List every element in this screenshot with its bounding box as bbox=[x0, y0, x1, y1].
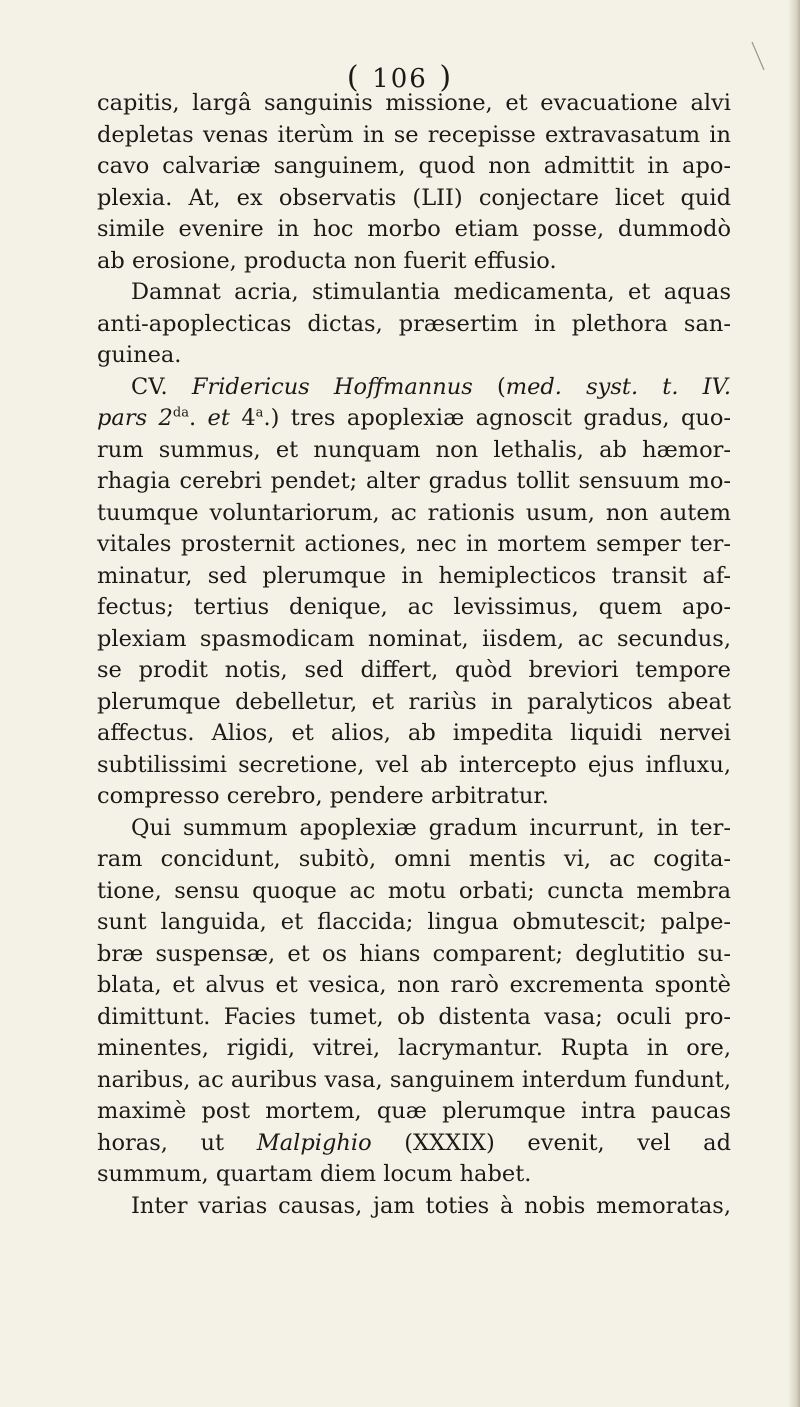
text-run: cavo calvariæ sanguinem, quod non admittit in apo- bbox=[97, 153, 731, 179]
text-run: med. syst. t. IV. bbox=[505, 373, 731, 400]
text-line bbox=[97, 624, 731, 656]
text-line bbox=[97, 1096, 731, 1128]
text-line bbox=[97, 687, 731, 719]
text-line bbox=[97, 498, 731, 530]
text-run: depletas venas iterùm in se recepisse extravasatum in bbox=[97, 121, 731, 148]
text-line bbox=[97, 1065, 731, 1097]
text-run: dimittunt. Facies tumet, ob distenta vasa; oculi pro- bbox=[97, 1003, 731, 1030]
text-run: tione, sensu quoque ac motu orbati; cuncta membra bbox=[97, 877, 731, 904]
text-run: summum, quartam diem locum habet. bbox=[97, 1161, 532, 1187]
text-run: CV. bbox=[131, 373, 192, 400]
text-run: . bbox=[188, 405, 208, 431]
text-run: fectus; tertius denique, ac levissimus, quem apo- bbox=[97, 594, 731, 620]
text-run: ram concidunt, subitò, omni mentis vi, ac cogita- bbox=[97, 846, 731, 872]
text-run: guinea. bbox=[97, 342, 182, 368]
text-line bbox=[97, 750, 731, 782]
text-run: Malpighio bbox=[256, 1129, 372, 1156]
text-run: plerumque debelletur, et rariùs in paralyticos abeat bbox=[97, 688, 731, 715]
text-line bbox=[97, 655, 731, 687]
text-run: maximè post mortem, quæ plerumque intra paucas bbox=[97, 1098, 731, 1124]
text-run: 4 bbox=[229, 405, 256, 431]
text-run: capitis, largâ sanguinis missione, et evacuatione alvi bbox=[97, 90, 731, 116]
text-run: ab erosione, producta non fuerit effusio. bbox=[97, 247, 557, 274]
text-run: compresso cerebro, pendere arbitratur. bbox=[97, 783, 549, 809]
text-line bbox=[97, 529, 731, 561]
text-run: et bbox=[207, 405, 230, 431]
body-text bbox=[97, 88, 731, 1222]
text-run: .) tres apoplexiæ agnoscit gradus, quo- bbox=[263, 405, 731, 431]
text-line bbox=[97, 403, 731, 435]
text-line bbox=[97, 718, 731, 750]
page-number-value: 106 bbox=[372, 64, 428, 94]
text-run: plexia. At, ex observatis (LII) conjectare licet quid bbox=[97, 184, 731, 211]
text-run: Qui summum apoplexiæ gradum incurrunt, in ter- bbox=[131, 814, 731, 841]
text-run: se prodit notis, sed differt, quòd breviori tempore bbox=[97, 657, 731, 683]
text-run: horas, ut bbox=[97, 1129, 257, 1156]
text-line bbox=[97, 340, 731, 372]
text-line bbox=[97, 781, 731, 813]
text-run: naribus, ac auribus vasa, sanguinem interdum fundunt, bbox=[97, 1066, 731, 1093]
text-line bbox=[97, 435, 731, 467]
text-run: minatur, sed plerumque in hemiplecticos transit af- bbox=[97, 562, 731, 589]
text-run: vitales prosternit actiones, nec in mortem semper ter- bbox=[97, 531, 731, 557]
text-line bbox=[97, 183, 731, 215]
text-line bbox=[97, 970, 731, 1002]
text-run: anti-apoplecticas dictas, præsertim in plethora san- bbox=[97, 310, 731, 337]
text-line bbox=[97, 214, 731, 246]
text-run: bræ suspensæ, et os hians comparent; deglutitio su- bbox=[97, 940, 731, 967]
text-run: Fridericus Hoffmannus bbox=[191, 373, 473, 400]
text-run: minentes, rigidi, vitrei, lacrymantur. Rupta in ore, bbox=[97, 1035, 731, 1061]
text-run: sunt languida, et flaccida; lingua obmutescit; palpe- bbox=[97, 909, 731, 935]
text-line bbox=[97, 1159, 731, 1191]
text-line bbox=[97, 1128, 731, 1160]
text-run: subtilissimi secretione, vel ab intercepto ejus influxu, bbox=[97, 751, 731, 778]
text-run: plexiam spasmodicam nominat, iisdem, ac secundus, bbox=[97, 625, 731, 652]
text-line bbox=[97, 309, 731, 341]
text-line bbox=[97, 246, 731, 278]
text-line bbox=[97, 1033, 731, 1065]
text-line bbox=[97, 151, 731, 183]
text-line bbox=[97, 120, 731, 152]
text-run: simile evenire in hoc morbo etiam posse, dummodò bbox=[97, 216, 731, 242]
text-line bbox=[97, 1191, 731, 1223]
text-line bbox=[97, 1002, 731, 1034]
text-run: (XXXIX) evenit, vel ad bbox=[371, 1129, 731, 1156]
text-run: Inter varias causas, jam toties à nobis memoratas, bbox=[131, 1192, 731, 1219]
text-line bbox=[97, 592, 731, 624]
text-run: affectus. Alios, et alios, ab impedita liquidi nervei bbox=[97, 720, 731, 746]
text-line bbox=[97, 876, 731, 908]
text-line bbox=[97, 372, 731, 404]
text-line bbox=[97, 939, 731, 971]
text-line bbox=[97, 844, 731, 876]
text-line bbox=[97, 561, 731, 593]
page-edge-shadow bbox=[788, 0, 800, 1407]
text-line bbox=[97, 466, 731, 498]
text-line bbox=[97, 907, 731, 939]
superscript: da bbox=[172, 405, 189, 421]
superscript: a bbox=[255, 405, 264, 421]
text-run: rum summus, et nunquam non lethalis, ab hæmor- bbox=[97, 436, 731, 463]
text-run: Damnat acria, stimulantia medicamenta, et aquas bbox=[131, 279, 731, 305]
page-number: ( 106 ) bbox=[346, 60, 454, 95]
text-run: ( bbox=[472, 373, 506, 400]
text-run: tuumque voluntariorum, ac rationis usum, non autem bbox=[97, 499, 731, 526]
text-run: pars 2 bbox=[97, 405, 173, 431]
text-run: blata, et alvus et vesica, non rarò excrementa spontè bbox=[97, 972, 731, 998]
text-line bbox=[97, 88, 731, 120]
text-line bbox=[97, 277, 731, 309]
text-line bbox=[97, 813, 731, 845]
text-run: rhagia cerebri pendet; alter gradus tollit sensuum mo- bbox=[97, 468, 731, 494]
